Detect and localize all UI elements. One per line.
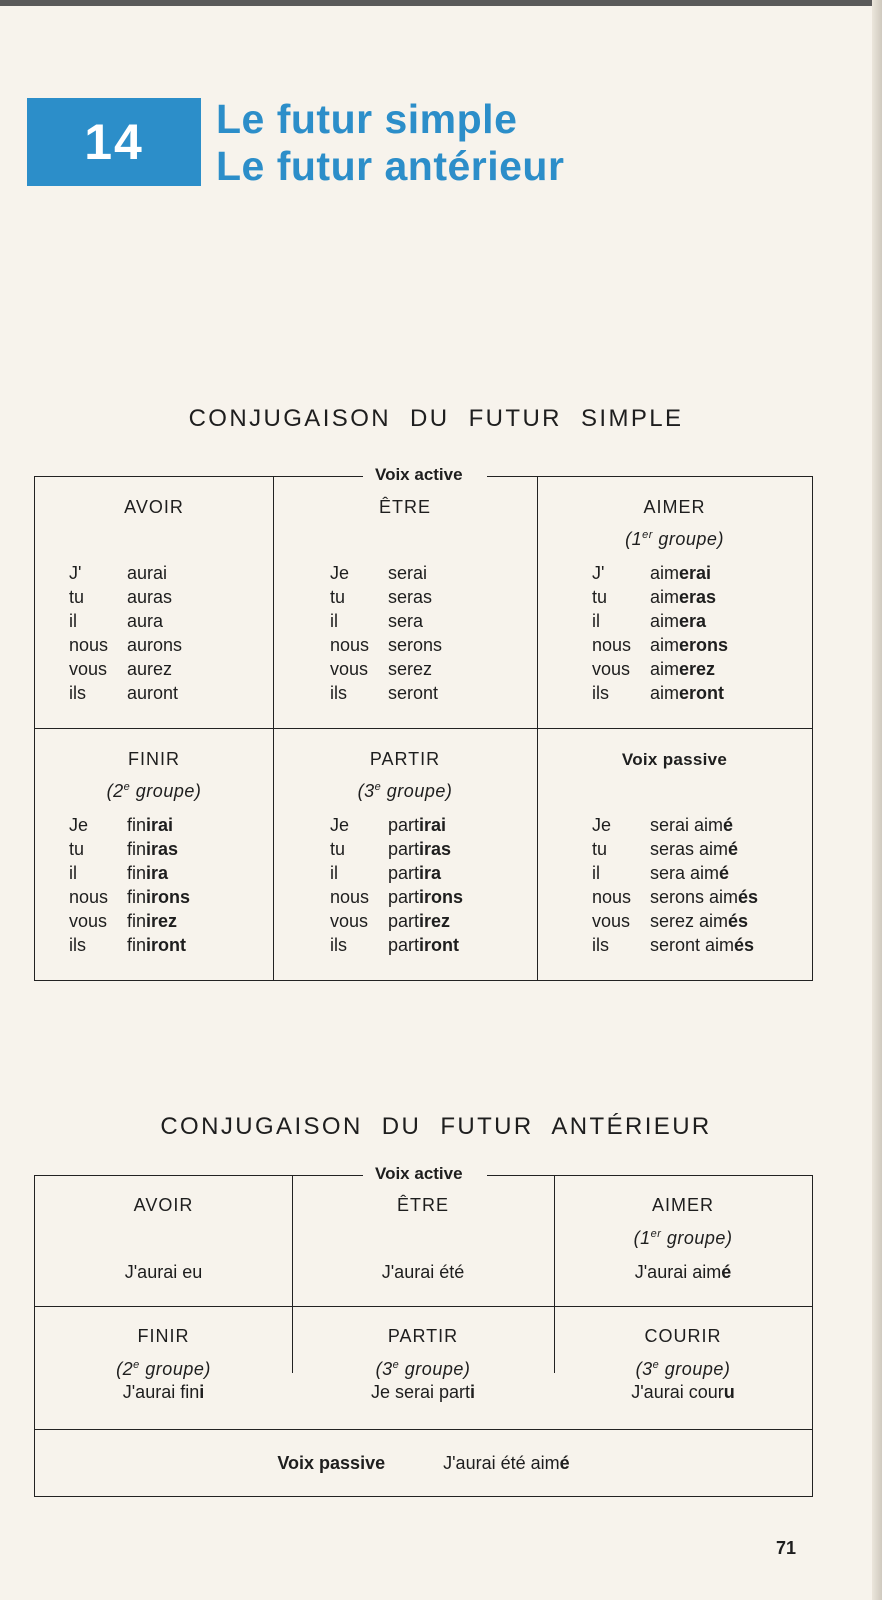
- compound-courir: J'aurai couru: [631, 1382, 735, 1402]
- cell-courir: [554, 1306, 812, 1429]
- conjugation-avoir: [69, 561, 182, 705]
- voice-passive-label: Voix passive: [621, 750, 728, 769]
- verb-etre: ÊTRE: [396, 1195, 449, 1215]
- chapter-title-line2: Le futur antérieur: [216, 143, 565, 189]
- conj-row: tu seras aimé: [592, 839, 739, 859]
- group-courir: (3e groupe): [635, 1359, 731, 1379]
- conj-row: Je serai aimé: [592, 815, 734, 835]
- page-right-edge: [872, 0, 882, 1600]
- conjugation-etre: [330, 561, 442, 705]
- chapter-title-line1: Le futur simple: [216, 96, 518, 142]
- conj-row: il aimera: [592, 611, 707, 631]
- conj-row: il finira: [69, 863, 169, 883]
- group-partir: (3e groupe): [357, 781, 453, 801]
- conj-row: il sera aimé: [592, 863, 730, 883]
- verb-avoir: AVOIR: [124, 497, 184, 517]
- conj-row: vous serez: [330, 659, 433, 679]
- verb-partir: PARTIR: [387, 1326, 459, 1346]
- conj-row: vous aurez: [69, 659, 173, 679]
- group-aimer: (1er groupe): [625, 529, 724, 549]
- conj-row: il aura: [69, 611, 164, 631]
- page-top-edge: [0, 0, 882, 6]
- compound-avoir: J'aurai eu: [124, 1262, 203, 1282]
- futur-simple-table: [34, 465, 813, 981]
- conj-row: il sera: [330, 611, 424, 631]
- cell-partir: [273, 728, 537, 980]
- conj-row: il partira: [330, 863, 442, 883]
- conjugation-passive: [592, 813, 758, 957]
- cell-etre: [273, 476, 537, 728]
- cell-aimer: [554, 1175, 812, 1306]
- conj-row: vous aimerez: [592, 659, 716, 679]
- conj-row: ils aimeront: [592, 683, 725, 703]
- passive-row: [35, 1453, 812, 1474]
- conj-row: tu auras: [69, 587, 173, 607]
- conj-row: vous serez aimés: [592, 911, 749, 931]
- compound-passive: J'aurai été aimé: [443, 1453, 570, 1473]
- verb-partir: PARTIR: [369, 749, 441, 769]
- conj-row: nous serons aimés: [592, 887, 759, 907]
- voice-passive-label: Voix passive: [277, 1453, 386, 1473]
- conj-row: vous partirez: [330, 911, 451, 931]
- conj-row: Je finirai: [69, 815, 174, 835]
- voice-active-label: Voix active: [375, 1164, 463, 1183]
- cell-etre: [292, 1175, 554, 1306]
- cell-partir: [292, 1306, 554, 1429]
- conj-row: tu seras: [330, 587, 433, 607]
- verb-aimer: AIMER: [651, 1195, 714, 1215]
- conj-row: tu aimeras: [592, 587, 717, 607]
- cell-voix-passive: [537, 728, 812, 980]
- conj-row: J' aurai: [69, 563, 168, 583]
- chapter-number: 14: [84, 114, 144, 170]
- conj-row: vous finirez: [69, 911, 178, 931]
- compound-partir: Je serai parti: [370, 1382, 476, 1402]
- chapter-title: [216, 96, 564, 190]
- conj-row: nous partirons: [330, 887, 464, 907]
- conj-row: tu partiras: [330, 839, 452, 859]
- conj-row: ils auront: [69, 683, 179, 703]
- voice-active-label: Voix active: [375, 465, 463, 484]
- verb-etre: ÊTRE: [378, 497, 431, 517]
- compound-finir: J'aurai fini: [122, 1382, 205, 1402]
- group-aimer: (1er groupe): [633, 1228, 733, 1248]
- verb-courir: COURIR: [644, 1326, 722, 1346]
- verb-avoir: AVOIR: [133, 1195, 194, 1215]
- verb-finir: FINIR: [137, 1326, 190, 1346]
- verb-aimer: AIMER: [643, 497, 706, 517]
- conj-row: ils seront: [330, 683, 439, 703]
- conj-row: ils seront aimés: [592, 935, 755, 955]
- cell-avoir: [35, 476, 273, 728]
- conj-row: ils partiront: [330, 935, 460, 955]
- cell-avoir: [35, 1175, 292, 1306]
- conjugation-partir: [330, 813, 463, 957]
- group-finir: (2e groupe): [106, 781, 202, 801]
- conjugation-finir: [69, 813, 190, 957]
- conj-row: Je serai: [330, 563, 428, 583]
- futur-anterieur-table: [34, 1164, 813, 1497]
- conj-row: Je partirai: [330, 815, 447, 835]
- conj-row: nous serons: [330, 635, 443, 655]
- conj-row: tu finiras: [69, 839, 179, 859]
- conj-row: nous finirons: [69, 887, 191, 907]
- verb-finir: FINIR: [128, 749, 180, 769]
- compound-etre: J'aurai été: [381, 1262, 465, 1282]
- chapter-number-badge: [27, 98, 201, 186]
- futur-simple-heading: CONJUGAISON DU FUTUR SIMPLE: [188, 405, 684, 432]
- page-number: 71: [776, 1538, 797, 1558]
- group-partir: (3e groupe): [375, 1359, 471, 1379]
- group-finir: (2e groupe): [116, 1359, 211, 1379]
- conj-row: J' aimerai: [592, 563, 712, 583]
- conjugation-aimer: [592, 561, 728, 705]
- cell-aimer: [537, 476, 812, 728]
- compound-aimer: J'aurai aimé: [634, 1262, 732, 1282]
- futur-anterieur-heading: CONJUGAISON DU FUTUR ANTÉRIEUR: [160, 1113, 712, 1140]
- conj-row: nous aurons: [69, 635, 183, 655]
- conj-row: nous aimerons: [592, 635, 729, 655]
- cell-finir: [35, 728, 273, 980]
- conj-row: ils finiront: [69, 935, 187, 955]
- cell-finir: [35, 1306, 292, 1429]
